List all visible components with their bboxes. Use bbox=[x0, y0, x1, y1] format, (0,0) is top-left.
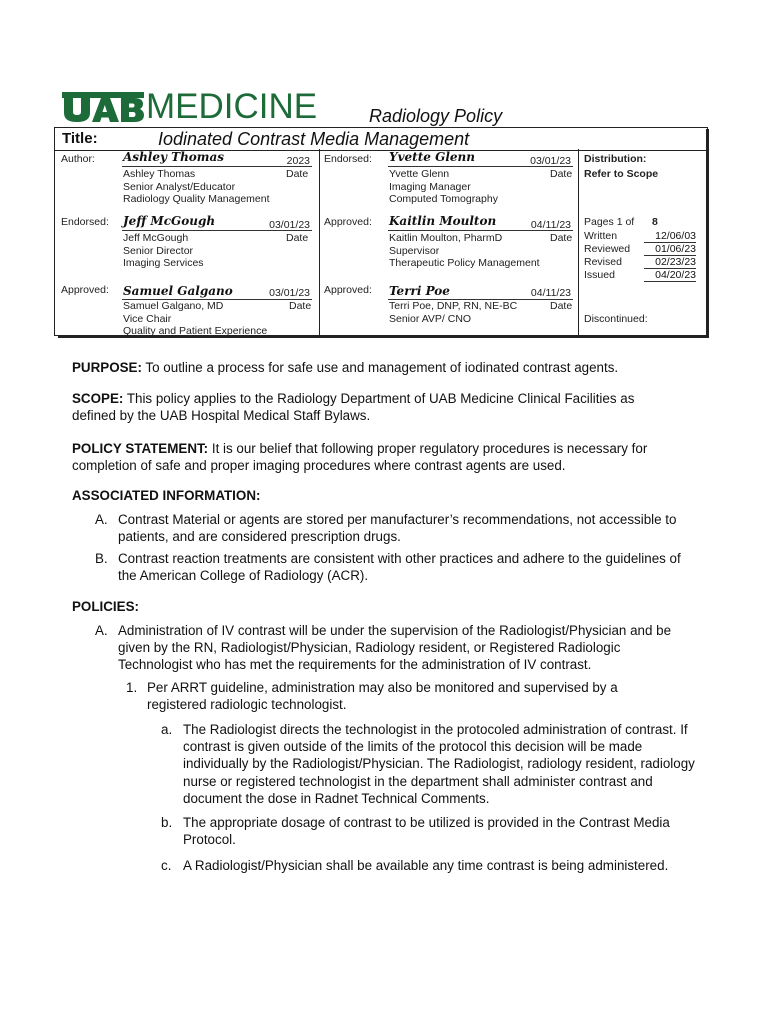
scope-paragraph bbox=[72, 390, 672, 424]
history-label: Reviewed bbox=[584, 243, 631, 255]
endorsed-2-title-2: Imaging Services bbox=[123, 257, 204, 269]
endorsed-1-date: 03/01/23 bbox=[530, 155, 571, 167]
policy-statement-label: POLICY STATEMENT: bbox=[72, 441, 209, 456]
approved-1-date: 04/11/23 bbox=[530, 219, 571, 231]
title-label: Title: bbox=[62, 130, 98, 147]
author-date-label: Date bbox=[286, 168, 309, 180]
author-signature: Ashley Thomas bbox=[123, 150, 225, 164]
assoc-item-b: Contrast reaction treatments are consistent with other practices and adhere to the guidelines of the American College of Radiology (ACR). bbox=[118, 551, 681, 584]
policy-title: Iodinated Contrast Media Management bbox=[158, 129, 470, 149]
history-row bbox=[584, 256, 696, 269]
history-label: Written bbox=[584, 230, 618, 242]
assoc-marker-b: B. bbox=[95, 551, 108, 566]
approved-3-signature: Terri Poe bbox=[389, 284, 450, 298]
scope-text: This policy applies to the Radiology Department of UAB Medicine Clinical Facilities as defined by the UAB Hospital Medical Staff Bylaws. bbox=[72, 391, 635, 424]
sub-marker-a: a. bbox=[161, 722, 173, 737]
discontinued-label: Discontinued: bbox=[584, 313, 648, 325]
approved-1-name: Kaitlin Moulton, PharmD bbox=[389, 232, 503, 244]
policy-item-1: Per ARRT guideline, administration may also be monitored and supervised by a registered radiologic technologist. bbox=[147, 680, 618, 713]
endorsed-1-title-2: Computed Tomography bbox=[389, 193, 498, 205]
approved-1-date-label: Date bbox=[550, 232, 573, 244]
policy-item-a: Administration of IV contrast will be under the supervision of the Radiologist/Physician and be given by the RN, Radiologist/Physician, Radiology resident, or Registered Radiologic Technologist who has met the requirements for the administration of IV contrast. bbox=[118, 623, 672, 673]
author-name: Ashley Thomas bbox=[123, 168, 196, 180]
grid-divider-2 bbox=[578, 149, 579, 335]
assoc-marker-a: A. bbox=[95, 512, 108, 527]
approved-2-title-2: Quality and Patient Experience bbox=[123, 325, 268, 337]
approved-2-label: Approved: bbox=[61, 284, 109, 296]
uab-medicine-logo bbox=[62, 87, 318, 126]
history-date: 02/23/23 bbox=[644, 256, 696, 269]
history-list bbox=[584, 230, 696, 282]
approved-2-details bbox=[123, 300, 267, 338]
approved-3-details bbox=[389, 300, 517, 325]
approved-1-signature: Kaitlin Moulton bbox=[389, 214, 497, 228]
approved-3-name: Terri Poe, DNP, RN, NE-BC bbox=[389, 300, 518, 312]
grid-divider-1 bbox=[319, 149, 320, 335]
history-row bbox=[584, 243, 696, 256]
grid-shadow-right bbox=[706, 129, 709, 338]
endorsed-1-date-label: Date bbox=[550, 168, 573, 180]
history-row bbox=[584, 230, 696, 243]
policies-title: POLICIES: bbox=[72, 599, 139, 614]
approved-2-name: Samuel Galgano, MD bbox=[123, 300, 224, 312]
endorsed-2-name: Jeff McGough bbox=[123, 232, 189, 244]
distribution-label: Distribution: bbox=[584, 153, 647, 165]
policy-type-heading: Radiology Policy bbox=[369, 106, 503, 126]
approved-3-date: 04/11/23 bbox=[530, 287, 571, 299]
sub-item-c: A Radiologist/Physician shall be available any time contrast is being administered. bbox=[183, 858, 669, 873]
approved-1-details bbox=[389, 232, 540, 270]
policy-marker-a: A. bbox=[95, 623, 108, 638]
endorsed-2-label: Endorsed: bbox=[61, 216, 109, 228]
sub-marker-c: c. bbox=[161, 858, 172, 873]
purpose-paragraph bbox=[72, 359, 702, 376]
history-date: 01/06/23 bbox=[644, 243, 696, 256]
policy-statement-text: It is our belief that following proper regulatory procedures is necessary for completion of safe and proper imaging procedures where contrast agents are used. bbox=[72, 441, 648, 474]
endorsed-2-date: 03/01/23 bbox=[269, 219, 310, 231]
approved-1-label: Approved: bbox=[324, 216, 372, 228]
endorsed-1-title-1: Imaging Manager bbox=[389, 180, 471, 193]
scope-label: SCOPE: bbox=[72, 391, 124, 406]
assoc-item-a: Contrast Material or agents are stored per manufacturer’s recommendations, not accessible to patients, and are considered prescription drugs. bbox=[118, 512, 677, 545]
sub-item-b: The appropriate dosage of contrast to be utilized is provided in the Contrast Media Protocol. bbox=[183, 815, 670, 848]
associated-information-title: ASSOCIATED INFORMATION: bbox=[72, 488, 261, 503]
endorsed-1-name: Yvette Glenn bbox=[389, 168, 450, 180]
history-label: Issued bbox=[584, 269, 615, 281]
uab-logo-icon bbox=[62, 92, 144, 122]
history-date: 12/06/03 bbox=[644, 230, 696, 243]
uab-logo-mark bbox=[62, 92, 144, 122]
pages-label: Pages 1 of bbox=[584, 216, 635, 228]
author-details bbox=[123, 168, 270, 206]
sub-marker-b: b. bbox=[161, 815, 173, 830]
endorsed-2-signature: Jeff McGough bbox=[123, 214, 216, 228]
endorsed-1-signature: Yvette Glenn bbox=[389, 150, 475, 164]
approved-1-title-1: Supervisor bbox=[389, 244, 440, 257]
policy-statement-paragraph bbox=[72, 440, 684, 474]
purpose-label: PURPOSE: bbox=[72, 360, 142, 375]
sub-item-a: The Radiologist directs the technologist in the protocoled administration of contrast. If contrast is given outside of the limits of the protocol this decision will be made individually by the Radiologist/Physician. The Radiologist, radiology resident, radiology nurse or registered technologist in the department shall administer contrast and document the dose in Radnet Technical Comments. bbox=[183, 722, 695, 806]
approved-2-date-label: Date bbox=[289, 300, 312, 312]
associated-information-heading bbox=[72, 487, 702, 504]
distribution-value: Refer to Scope bbox=[584, 168, 659, 180]
history-label: Revised bbox=[584, 256, 622, 268]
approved-3-title-1: Senior AVP/ CNO bbox=[389, 312, 472, 325]
author-label: Author: bbox=[61, 153, 95, 165]
endorsed-2-title-1: Senior Director bbox=[123, 244, 194, 257]
author-date: 2023 bbox=[286, 155, 310, 167]
author-title-1: Senior Analyst/Educator bbox=[123, 180, 236, 193]
approved-2-date: 03/01/23 bbox=[269, 287, 310, 299]
approved-2-signature: Samuel Galgano bbox=[123, 284, 233, 298]
history-row bbox=[584, 269, 696, 282]
pages-total: 8 bbox=[652, 216, 658, 228]
history-date: 04/20/23 bbox=[644, 269, 696, 282]
endorsed-2-details bbox=[123, 232, 204, 270]
endorsed-2-date-label: Date bbox=[286, 232, 309, 244]
endorsed-1-details bbox=[389, 168, 498, 206]
approved-3-label: Approved: bbox=[324, 284, 372, 296]
policy-marker-1: 1. bbox=[126, 680, 138, 695]
approved-3-date-label: Date bbox=[550, 300, 573, 312]
approved-2-title-1: Vice Chair bbox=[123, 312, 172, 325]
approved-1-title-2: Therapeutic Policy Management bbox=[389, 257, 540, 269]
endorsed-1-label: Endorsed: bbox=[324, 153, 372, 165]
policies-heading bbox=[72, 598, 702, 615]
author-title-2: Radiology Quality Management bbox=[123, 193, 270, 205]
purpose-text: To outline a process for safe use and management of iodinated contrast agents. bbox=[141, 360, 619, 375]
logo-wordmark: MEDICINE bbox=[146, 87, 318, 126]
